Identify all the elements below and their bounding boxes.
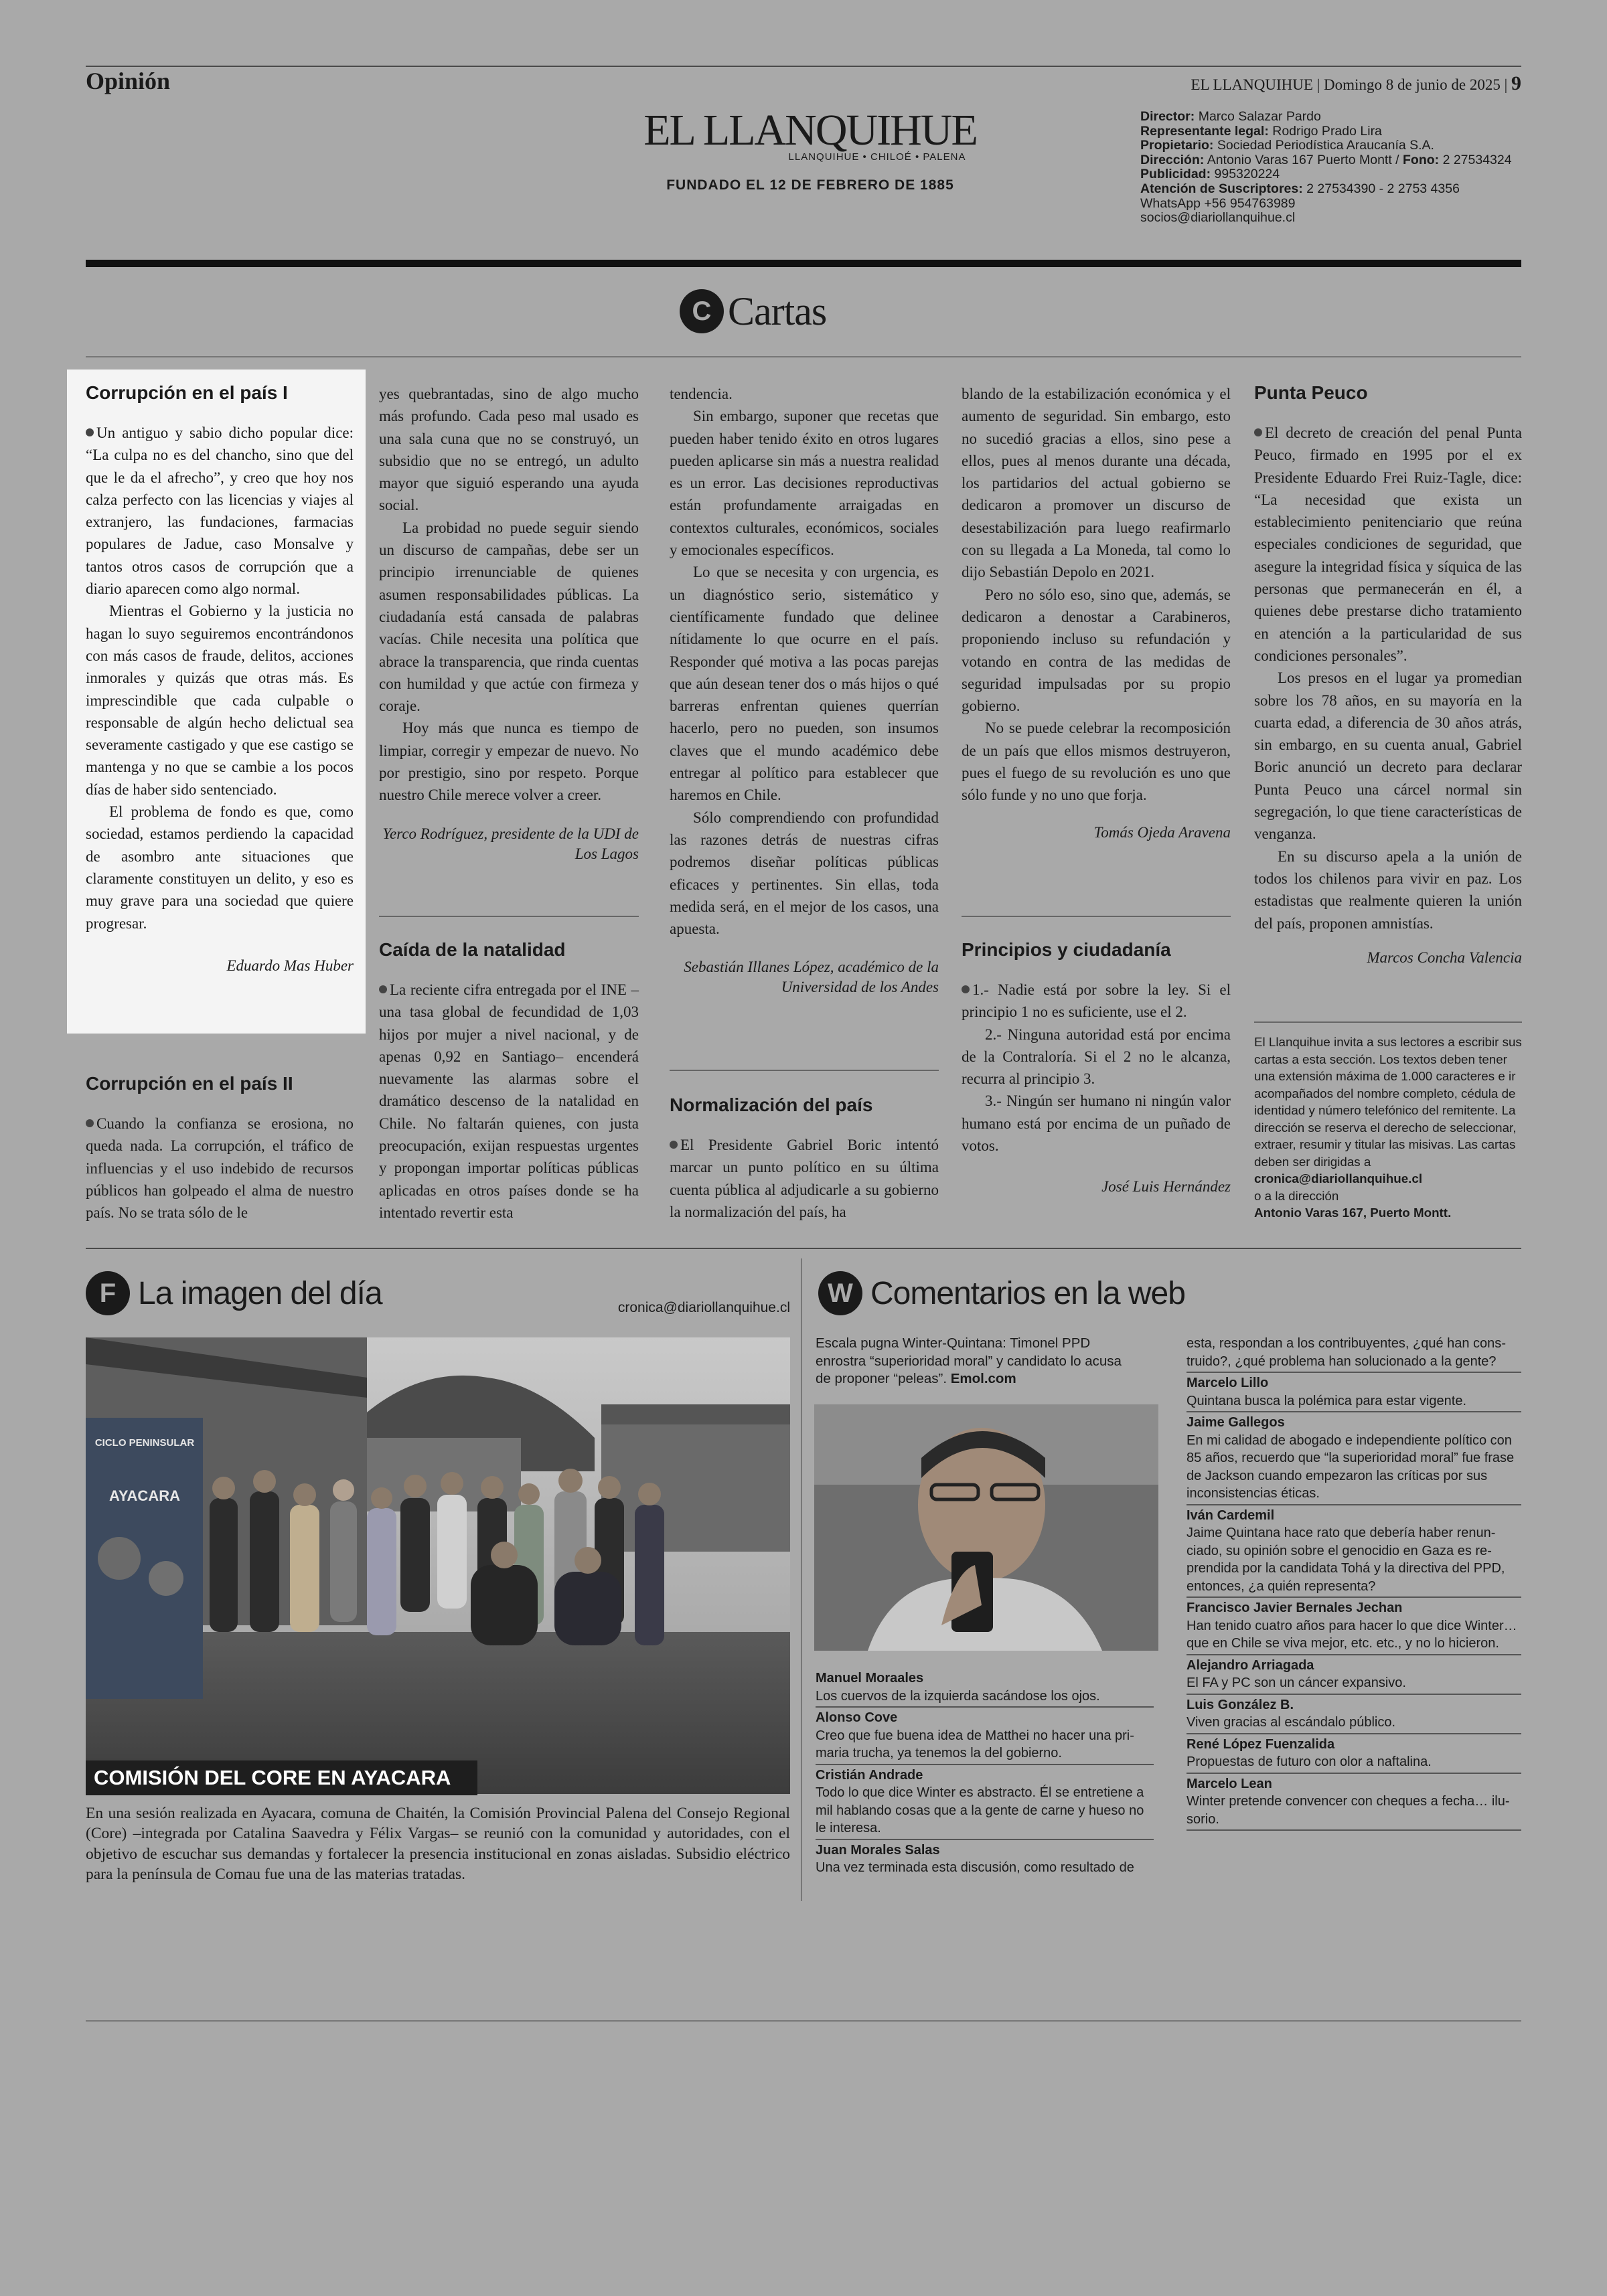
group-photo bbox=[86, 1337, 790, 1794]
letter-paragraph: El decreto de creación del penal Punta Peuco, firmado en 1995 por el ex Presidente Eduardo Frei Ruiz-Tagle, dice: “La necesidad que exista un establecimiento penitenciario que reúna especiales condiciones de seguridad, que asegure la integridad física y síquica de las personas que permanecerán en él, a quienes debe prestarse dicho tratamiento en atención a la particularidad de sus condiciones personales”. bbox=[1254, 424, 1522, 664]
bullet-icon bbox=[1254, 428, 1262, 436]
commenter-name: Cristián Andrade bbox=[816, 1767, 923, 1783]
letter-paragraph: Cuando la confianza se erosiona, no queda nada. La corrupción, el tráfico de influencias y el uso indebido de recursos públicos han golpeado el alma de nuestro país. No se trata sólo de le bbox=[86, 1115, 354, 1222]
masthead-sub: LLANQUIHUE • CHILOÉ • PALENA bbox=[788, 151, 966, 163]
photo-caption-text: En una sesión realizada en Ayacara, comuna de Chaitén, la Comisión Provincial Palena del Consejo Regional (Core) –integrada por Catalina Saavedra y Félix Vargas– se reunió con la comunidad y autoridades, con el objetivo de escuchar sus demandas y fortalecer la presencia institucional en zonas aisladas. Subsidio eléctrico para la península de Comau fue una de las materias tratadas. bbox=[86, 1805, 790, 1884]
cartas-title: Cartas bbox=[728, 289, 827, 333]
commenter-name: René López Fuenzalida bbox=[1187, 1736, 1335, 1752]
letter-paragraph: El problema de fondo es que, como sociedad, estamos perdiendo la capacidad de asombro ante situaciones que claramente constituyen un delito, y eso es muy grave para una sociedad que quiere progresar. bbox=[86, 803, 354, 932]
column-2 bbox=[379, 383, 639, 864]
top-rule bbox=[86, 66, 1521, 67]
staff-row: WhatsApp +56 954763989 bbox=[1140, 195, 1296, 211]
comment-text: Propuestas de futuro con olor a naftalina. bbox=[1187, 1753, 1521, 1774]
comment-text: Winter pretende convencer con cheques a fecha… ilusorio. bbox=[1187, 1793, 1521, 1831]
imagen-dia-email: cronica@diariollanquihue.cl bbox=[617, 1300, 790, 1315]
comentarios-title: Comentarios en la web bbox=[870, 1275, 1185, 1311]
letter-title: Corrupción en el país I bbox=[86, 382, 288, 403]
masthead bbox=[629, 107, 991, 193]
letter-natalidad bbox=[379, 938, 639, 1224]
thick-rule bbox=[86, 260, 1521, 267]
comment-text: Quintana busca la polémica para estar vigente. bbox=[1187, 1392, 1521, 1413]
letter-paragraph: Mientras el Gobierno y la justicia no hagan lo suyo seguiremos encontrándonos con más casos de fraude, delitos, acciones inmorales y quizás que otras más. Es imprescindible que cada culpable o responsable de algún hecho delictual sea severamente castigado y que ese castigo se mantenga y no que se cambie a los pocos días de haber sido sentenciado. bbox=[86, 602, 354, 798]
staff-row: Propietario: Sociedad Periodística Araucanía S.A. bbox=[1140, 138, 1434, 153]
letter-signature: Marcos Concha Valencia bbox=[1367, 949, 1522, 966]
letter-normalizacion bbox=[670, 1094, 939, 1223]
comment-text: En mi calidad de abogado e independiente político con 85 años, recuerdo que “la superioridad moral” fue frase de Jackson cuando empezaron las críticas por sus inconsistencias éticas. bbox=[1187, 1432, 1521, 1505]
banner-text bbox=[91, 1437, 198, 1502]
bullet-icon bbox=[962, 985, 970, 993]
section-label: Opinión bbox=[86, 68, 171, 94]
comment-text: Todo lo que dice Winter es abstracto. Él se entretiene a mil hablando cosas que a la gente de carne y hueso no le interesa. bbox=[816, 1784, 1154, 1840]
politician-photo-svg bbox=[814, 1404, 1158, 1651]
editor-note-address: Antonio Varas 167, Puerto Montt. bbox=[1254, 1206, 1452, 1220]
comentarios-heading bbox=[818, 1270, 1185, 1317]
comment-text: El FA y PC son un cáncer expansivo. bbox=[1187, 1674, 1521, 1695]
staff-row: Director: Marco Salazar Pardo bbox=[1140, 109, 1321, 124]
masthead-name: EL LLANQUIHUE bbox=[643, 106, 977, 155]
comment-text: Creo que fue buena idea de Matthei no hacer una primaria trucha, ya tenemos la del gobierno. bbox=[816, 1727, 1154, 1765]
commenter-name: Luis González B. bbox=[1187, 1697, 1294, 1712]
comment-text: Los cuervos de la izquierda sacándose los ojos. bbox=[816, 1688, 1154, 1708]
letter-paragraph: La probidad no puede seguir siendo un discurso de campañas, debe ser un principio irrenunciable de quienes asumen responsabilidades públicas. La ciudadanía está cansada de palabras vacías. Chile necesita una política que abrace la transparencia, que rinda cuentas con humildad y que actúe con firmeza y coraje. bbox=[379, 519, 639, 715]
banner-line-1: CICLO PENINSULAR bbox=[94, 1437, 195, 1449]
comment-text: Una vez terminada esta discusión, como resultado de bbox=[816, 1860, 1134, 1875]
letter-principios bbox=[962, 938, 1231, 1198]
col2-rule bbox=[379, 916, 639, 917]
column-4 bbox=[962, 383, 1231, 843]
page-number: 9 bbox=[1511, 72, 1521, 94]
header-date-line bbox=[1185, 72, 1521, 95]
staff-row: socios@diariollanquihue.cl bbox=[1140, 210, 1296, 226]
letter-paragraph: Sólo comprendiendo con profundidad las razones detrás de nuestras cifras podremos diseñar políticas públicas eficaces y pertinentes. Sin ellas, toda medida será, en el mejor de los casos, una apuesta. bbox=[670, 809, 939, 938]
letter-corrupcion-2 bbox=[86, 1072, 354, 1224]
imagen-dia-heading bbox=[86, 1270, 382, 1317]
comment-text: esta, respondan a los contribuyentes, ¿qué han construido?, ¿qué problema han solucionado a la gente? bbox=[1187, 1335, 1521, 1373]
letter-title: Caída de la natalidad bbox=[379, 939, 566, 960]
staff-box bbox=[1140, 110, 1529, 226]
letter-paragraph: tendencia. bbox=[670, 386, 733, 402]
letter-paragraph: En su discurso apela a la unión de todos los chilenos para vivir en paz. Los estadistas que realmente quieren la unión del país, proponen amnistías. bbox=[1254, 847, 1522, 932]
letter-paragraph: Pero no sólo eso, sino que, además, se dedicaron a denostar a Carabineros, proponiendo incluso su refundación y votando en contra de las medidas de seguridad impulsadas por su propio gobierno. bbox=[962, 586, 1231, 715]
bullet-icon bbox=[86, 1119, 94, 1127]
letter-paragraph: El Presidente Gabriel Boric intentó marcar un punto político en su última cuenta pública al adjudicarle a su gobierno la normalización del país, ha bbox=[670, 1137, 939, 1220]
web-headline-text: Escala pugna Winter-Quintana: Timonel PPD enrostra “superioridad moral” y candidato lo acusa de proponer “peleas”. bbox=[816, 1335, 1122, 1386]
bottom-rule bbox=[86, 2020, 1521, 2022]
comment-text: Jaime Quintana hace rato que debería haber renunciado, su opinión sobre el genocidio en Gaza es reprendida por la candidata Tohá y la directiva del PPD, entonces, ¿a quién representa? bbox=[1187, 1524, 1521, 1598]
letter-signature: Tomás Ojeda Aravena bbox=[1093, 823, 1231, 841]
letter-paragraph: Los presos en el lugar ya promedian sobre los 78 años, en su mayoría en la cuarta edad, a diferencia de 30 años atrás, sin embargo, en su cuenta anual, Gabriel Boric anunció un decreto para declarar Punta Peuco una cárcel normal sin segregación, lo que tiene características de venganza. bbox=[1254, 669, 1522, 843]
letter-paragraph: Un antiguo y sabio dicho popular dice: “La culpa no es del chancho, sino que del que le da el afrecho”, y creo que hoy nos calza perfecto con las licencias y viajes al extranjero, las fundaciones, farmacias populares de Jadue, caso Monsalve y tantos otros casos de corrupción que a diario aparecen como algo normal. bbox=[86, 424, 354, 598]
photo-caption-title: COMISIÓN DEL CORE EN AYACARA bbox=[86, 1760, 477, 1795]
cartas-c-icon: C bbox=[680, 289, 724, 333]
commenter-name: Jaime Gallegos bbox=[1187, 1415, 1285, 1430]
letter-signature: José Luis Hernández bbox=[1101, 1178, 1231, 1196]
web-comments-left bbox=[816, 1669, 1154, 1877]
web-headline-source: Emol.com bbox=[947, 1371, 1016, 1386]
comentarios-w-icon: W bbox=[818, 1271, 862, 1315]
section-divider bbox=[86, 1248, 1521, 1249]
imagen-dia-f-icon: F bbox=[86, 1271, 130, 1315]
letter-title: Punta Peuco bbox=[1254, 382, 1368, 403]
letter-paragraph: Lo que se necesita y con urgencia, es un diagnóstico serio, sistemático y científicamente fundado que delinee nítidamente lo que ocurre en el país. Responder qué motiva a las pocas parejas que aún desean tener dos o más hijos o qué barreras enfrentan quienes querrían hacerlo, pero no pueden, son insumos claves que el mundo académico debe entregar al político para establecer que haremos en Chile. bbox=[670, 564, 939, 804]
commenter-name: Alejandro Arriagada bbox=[1187, 1657, 1314, 1673]
letter-paragraph: No se puede celebrar la recomposición de un país que ellos mismos destruyeron, pues el fuego de su revolución es uno que sólo funde y no uno que forja. bbox=[962, 720, 1231, 804]
letter-paragraph: 2.- Ninguna autoridad está por encima de la Contraloría. Si el 2 no le alcanza, recurra al principio 3. bbox=[962, 1026, 1231, 1088]
header-date: EL LLANQUIHUE | Domingo 8 de junio de 2025 | bbox=[1191, 76, 1508, 93]
letter-corrupcion-1 bbox=[86, 382, 354, 977]
commenter-name: Marcelo Lillo bbox=[1187, 1376, 1269, 1390]
letter-paragraph: 1.- Nadie está por sobre la ley. Si el principio 1 no es suficiente, use el 2. bbox=[962, 981, 1231, 1021]
vertical-divider bbox=[801, 1258, 802, 1901]
commenter-name: Juan Morales Salas bbox=[816, 1842, 940, 1858]
staff-row: Atención de Suscriptores: 2 27534390 - 2 2753 4356 bbox=[1140, 181, 1460, 196]
commenter-name: Francisco Javier Bernales Jechan bbox=[1187, 1601, 1403, 1615]
politician-photo bbox=[814, 1404, 1158, 1651]
letter-signature: Sebastián Illanes López, académico de la Universidad de los Andes bbox=[684, 959, 939, 996]
bullet-icon bbox=[670, 1141, 678, 1149]
web-headline bbox=[816, 1335, 1130, 1388]
editor-note-or: o a la dirección bbox=[1254, 1188, 1339, 1203]
letter-paragraph: La reciente cifra entregada por el INE –una tasa global de fecundidad de 1,03 hijos por mujer a nivel nacional, y de apenas 0,92 en Santiago– encenderá nuevamente las alarmas sobre el dramático descenso de la natalidad en Chile. No faltarán quienes, con justa preocupación, exijan respuestas urgentes y propongan importar políticas públicas aplicadas en otros países donde se ha intentado revertir esta bbox=[379, 981, 639, 1221]
col4-rule bbox=[962, 916, 1231, 917]
group-photo-svg bbox=[86, 1337, 790, 1794]
commenter-name: Marcelo Lean bbox=[1187, 1776, 1272, 1791]
staff-row: Representante legal: Rodrigo Prado Lira bbox=[1140, 123, 1382, 139]
staff-row: Publicidad: 995320224 bbox=[1140, 167, 1280, 182]
bullet-icon bbox=[86, 428, 94, 436]
comment-text: Han tenido cuatro años para hacer lo que dice Winter… que en Chile se viva mejor, etc. etc., y no lo hicieron. bbox=[1187, 1617, 1521, 1655]
editor-note-email: cronica@diariollanquihue.cl bbox=[1254, 1171, 1423, 1185]
letter-paragraph: Sin embargo, suponer que recetas que pueden haber tenido éxito en otros lugares pueden aplicarse sin más a nuestra realidad es un error. Las decisiones reproductivas están profundamente arraigadas en contextos culturales, económicos, sociales y emocionales específicos. bbox=[670, 408, 939, 559]
founded-line: FUNDADO EL 12 DE FEBRERO DE 1885 bbox=[666, 177, 954, 193]
banner-line-2: AYACARA bbox=[109, 1487, 180, 1504]
letter-title: Corrupción en el país II bbox=[86, 1073, 293, 1094]
staff-row: Dirección: Antonio Varas 167 Puerto Montt / Fono: 2 27534324 bbox=[1140, 152, 1512, 167]
letter-paragraph: yes quebrantadas, sino de algo mucho más profundo. Cada peso mal usado es una sala cuna que no se construyó, un subsidio que no se entregó, un adulto mayor que siguió esperando una ayuda social. bbox=[379, 386, 639, 514]
editor-note-text: El Llanquihue invita a sus lectores a escribir sus cartas a esta sección. Los textos deben tener una extensión máxima de 1.000 caracteres e ir acompañados del nombre completo, cédula de identidad y número telefónico del remitente. La dirección se reserva el derecho de seleccionar, extraer, resumir y titular las misivas. Las cartas deben ser dirigidas a bbox=[1254, 1035, 1522, 1169]
letter-paragraph: 3.- Ningún ser humano ni ningún valor humano está por encima de un puñado de votos. bbox=[962, 1092, 1231, 1155]
letter-title: Principios y ciudadanía bbox=[962, 939, 1171, 960]
web-comments-right bbox=[1187, 1335, 1521, 1832]
commenter-name: Manuel Moraales bbox=[816, 1671, 924, 1686]
letter-title: Normalización del país bbox=[670, 1094, 873, 1115]
commenter-name: Alonso Cove bbox=[816, 1710, 898, 1725]
editor-note bbox=[1254, 1034, 1522, 1222]
imagen-dia-title: La imagen del día bbox=[138, 1275, 382, 1311]
commenter-name: Iván Cardemil bbox=[1187, 1507, 1275, 1523]
letter-signature: Yerco Rodríguez, presidente de la UDI de Los Lagos bbox=[382, 825, 639, 862]
cartas-rule bbox=[86, 356, 1521, 357]
cartas-heading bbox=[680, 288, 826, 335]
comment-text: Viven gracias al escándalo público. bbox=[1187, 1714, 1521, 1734]
letter-signature: Eduardo Mas Huber bbox=[226, 957, 354, 974]
col3-rule bbox=[670, 1070, 939, 1071]
letter-punta-peuco bbox=[1254, 382, 1522, 969]
letter-paragraph: blando de la estabilización económica y el aumento de seguridad. Sin embargo, esto no sucedió gracias a ellos, sino pese a ellos, pues al menos durante una década, los partidarios del actual gobierno se dedicaron a promover un discurso de desestabilización para luego reafirmarlo con su llegada a La Moneda, tal como lo dijo Sebastián Depolo en 2021. bbox=[962, 386, 1231, 581]
column-3 bbox=[670, 383, 939, 997]
col5-rule bbox=[1254, 1021, 1522, 1023]
bullet-icon bbox=[379, 985, 387, 993]
letter-paragraph: Hoy más que nunca es tiempo de limpiar, corregir y empezar de nuevo. No por prestigio, sino por respeto. Porque nuestro Chile merece volver a creer. bbox=[379, 720, 639, 804]
